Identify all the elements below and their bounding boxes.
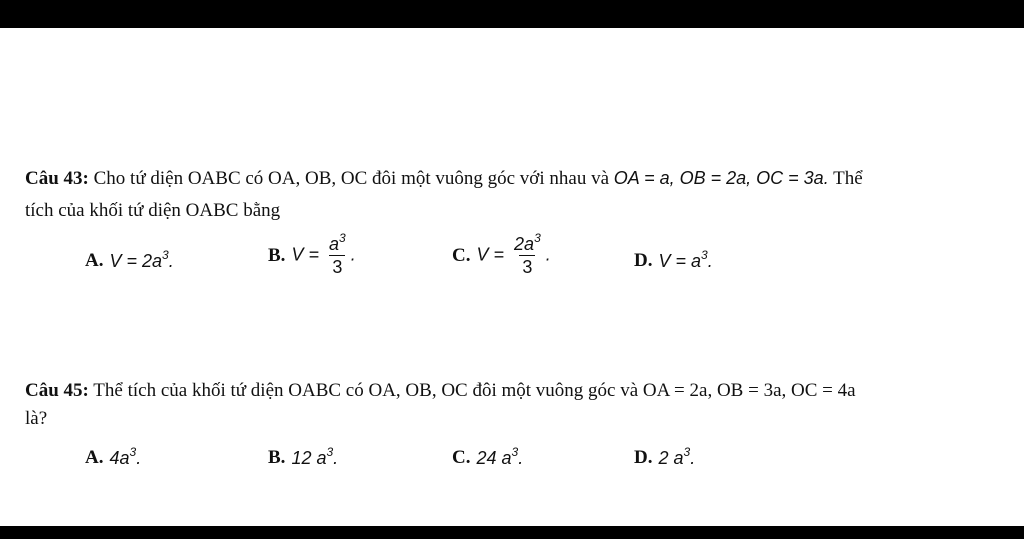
q43-option-d[interactable] [634,247,713,272]
q43-text-2: tích của khối tứ diện OABC bằng [25,200,281,221]
option-letter: C. [452,244,471,266]
q43-option-b[interactable] [268,231,356,277]
q43-text-1-end: Thể [833,168,863,189]
option-letter: B. [268,244,286,266]
q43-condition: OA = a, OB = 2a, OC = 3a. [613,168,829,188]
q45-option-a[interactable] [85,444,142,469]
option-letter: B. [268,447,286,468]
option-value: 24 $a^3$. [476,444,524,468]
q43-option-c[interactable] [452,231,551,277]
q45-option-c[interactable] [452,444,524,469]
q43-text-1: Cho tứ diện OABC có OA, OB, OC đôi một vuông góc với nhau và [93,168,609,189]
q43-label: Câu 43: [25,168,89,189]
q43-line-1 [25,168,863,190]
fraction: $\frac{a^3}{3}$ [328,231,346,277]
option-value: $4a^3$. [109,444,142,468]
option-value: 12 $a^3$. [291,444,339,468]
q45-text-2: là? [25,408,48,429]
q45-option-b[interactable] [268,444,339,469]
option-value: V = $\frac{a^3}{3}$ . [291,231,356,277]
option-value: V = $\frac{2a^3}{3}$ . [476,231,551,277]
q45-label: Câu 45: [25,380,89,401]
option-letter: C. [452,447,471,468]
option-value: $V = a^3$. [658,247,713,271]
option-value: $V = 2a^3$. [109,247,174,271]
q43-line-2 [25,200,280,222]
option-letter: A. [85,250,104,271]
option-value: 2 $a^3$. [658,444,696,468]
fraction: $\frac{2a^3}{3}$ [514,231,541,277]
q45-option-d[interactable] [634,444,696,469]
option-letter: D. [634,447,653,468]
q45-line-2 [25,408,47,430]
q43-option-a[interactable] [85,247,174,272]
q45-text-1: Thể tích của khối tứ diện OABC có OA, OB, OC đôi một vuông góc và OA = 2a, OB = 3a, OC = 4a [93,380,856,401]
q45-line-1 [25,380,856,402]
option-letter: A. [85,447,104,468]
option-letter: D. [634,250,653,271]
top-black-bar [0,0,1024,28]
bottom-black-bar [0,526,1024,539]
